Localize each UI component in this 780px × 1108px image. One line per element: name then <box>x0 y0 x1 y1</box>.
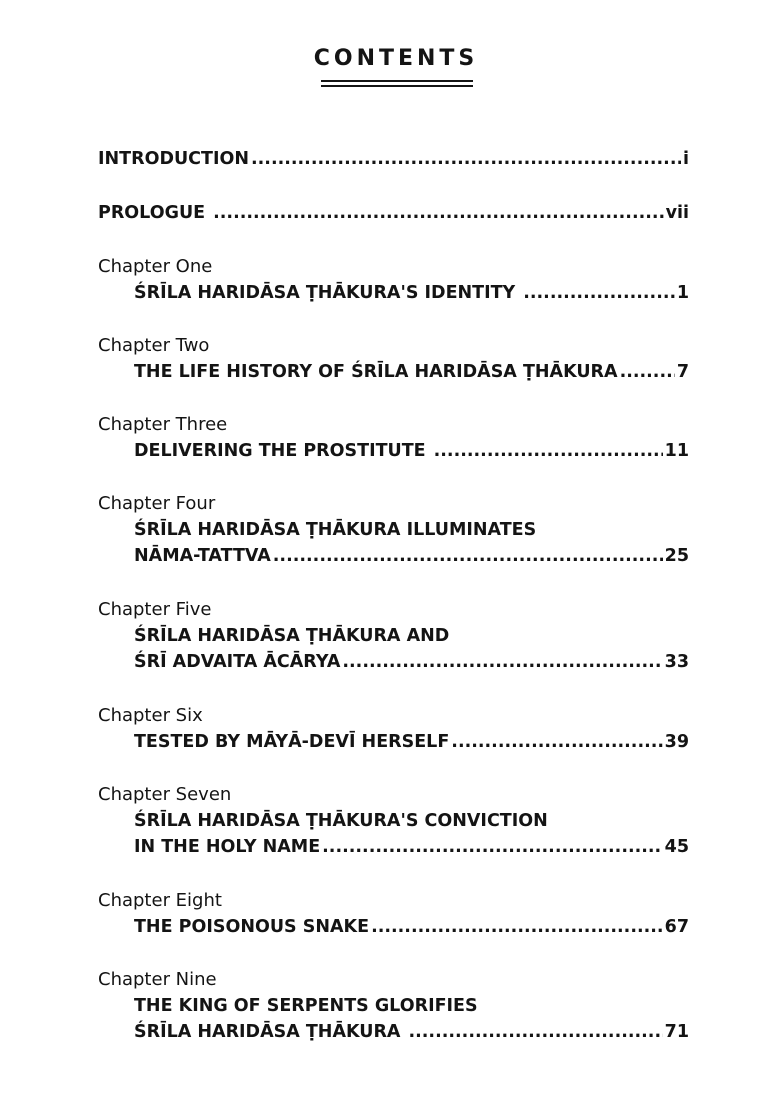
page-number: 67 <box>664 917 689 937</box>
chapter-label: Chapter Five <box>98 599 212 620</box>
toc-entry-chapter-seven[interactable] <box>134 835 689 859</box>
page-number: i <box>683 149 689 169</box>
page-number: 11 <box>664 441 689 461</box>
entry-title: THE LIFE HISTORY OF ŚRĪLA HARIDĀSA ṬHĀKURA <box>134 362 618 382</box>
entry-title: IN THE HOLY NAME <box>134 837 321 857</box>
entry-title: ŚRĪLA HARIDĀSA ṬHĀKURA <box>134 1022 401 1042</box>
dot-leader <box>620 360 675 384</box>
page-number: 7 <box>676 362 689 382</box>
page-title: CONTENTS <box>313 46 479 71</box>
page-number: 25 <box>664 546 689 566</box>
title-double-rule <box>321 80 473 87</box>
page-number: 1 <box>676 283 689 303</box>
entry-title: THE POISONOUS SNAKE <box>134 917 370 937</box>
entry-title-line: THE KING OF SERPENTS GLORIFIES <box>134 996 478 1016</box>
dot-leader <box>408 1020 662 1044</box>
chapter-label: Chapter Eight <box>98 890 222 911</box>
entry-title: DELIVERING THE PROSTITUTE <box>134 441 426 461</box>
entry-title: TESTED BY MĀYĀ-DEVĪ HERSELF <box>134 732 450 752</box>
toc-entry-chapter-eight[interactable] <box>134 915 689 939</box>
entry-title: NĀMA-TATTVA <box>134 546 271 566</box>
chapter-label: Chapter Three <box>98 414 228 435</box>
dot-leader <box>451 730 662 754</box>
toc-entry-chapter-four[interactable] <box>134 544 689 568</box>
entry-title: INTRODUCTION <box>98 149 249 169</box>
chapter-label: Chapter Two <box>98 335 210 356</box>
dot-leader <box>342 650 662 674</box>
entry-title-line: ŚRĪLA HARIDĀSA ṬHĀKURA'S CONVICTION <box>134 811 548 831</box>
toc-entry-chapter-five[interactable] <box>134 650 689 674</box>
entry-title: PROLOGUE <box>98 203 206 223</box>
dot-leader <box>273 544 663 568</box>
chapter-label: Chapter Four <box>98 493 216 514</box>
chapter-label: Chapter Seven <box>98 784 232 805</box>
page-number: 71 <box>664 1022 689 1042</box>
entry-title: ŚRĪLA HARIDĀSA ṬHĀKURA'S IDENTITY <box>134 283 516 303</box>
dot-leader <box>371 915 663 939</box>
dot-leader <box>322 835 662 859</box>
page-number: 39 <box>664 732 689 752</box>
page-number: 33 <box>664 652 689 672</box>
toc-entry-chapter-three[interactable] <box>134 439 689 463</box>
dot-leader <box>251 147 681 171</box>
toc-entry-prologue[interactable] <box>98 201 689 225</box>
toc-entry-chapter-nine[interactable] <box>134 1020 689 1044</box>
dot-leader <box>523 281 675 305</box>
entry-title-line: ŚRĪLA HARIDĀSA ṬHĀKURA ILLUMINATES <box>134 520 537 540</box>
toc-entry-chapter-one[interactable] <box>134 281 689 305</box>
toc-entry-chapter-six[interactable] <box>134 730 689 754</box>
toc-entry-chapter-two[interactable] <box>134 360 689 384</box>
dot-leader <box>434 439 663 463</box>
entry-title-line: ŚRĪLA HARIDĀSA ṬHĀKURA AND <box>134 626 450 646</box>
entry-title: ŚRĪ ADVAITA ĀCĀRYA <box>134 652 341 672</box>
dot-leader <box>213 201 663 225</box>
page-number: vii <box>665 203 689 223</box>
page-number: 45 <box>664 837 689 857</box>
chapter-label: Chapter Nine <box>98 969 217 990</box>
toc-entry-introduction[interactable] <box>98 147 689 171</box>
chapter-label: Chapter One <box>98 256 213 277</box>
chapter-label: Chapter Six <box>98 705 203 726</box>
